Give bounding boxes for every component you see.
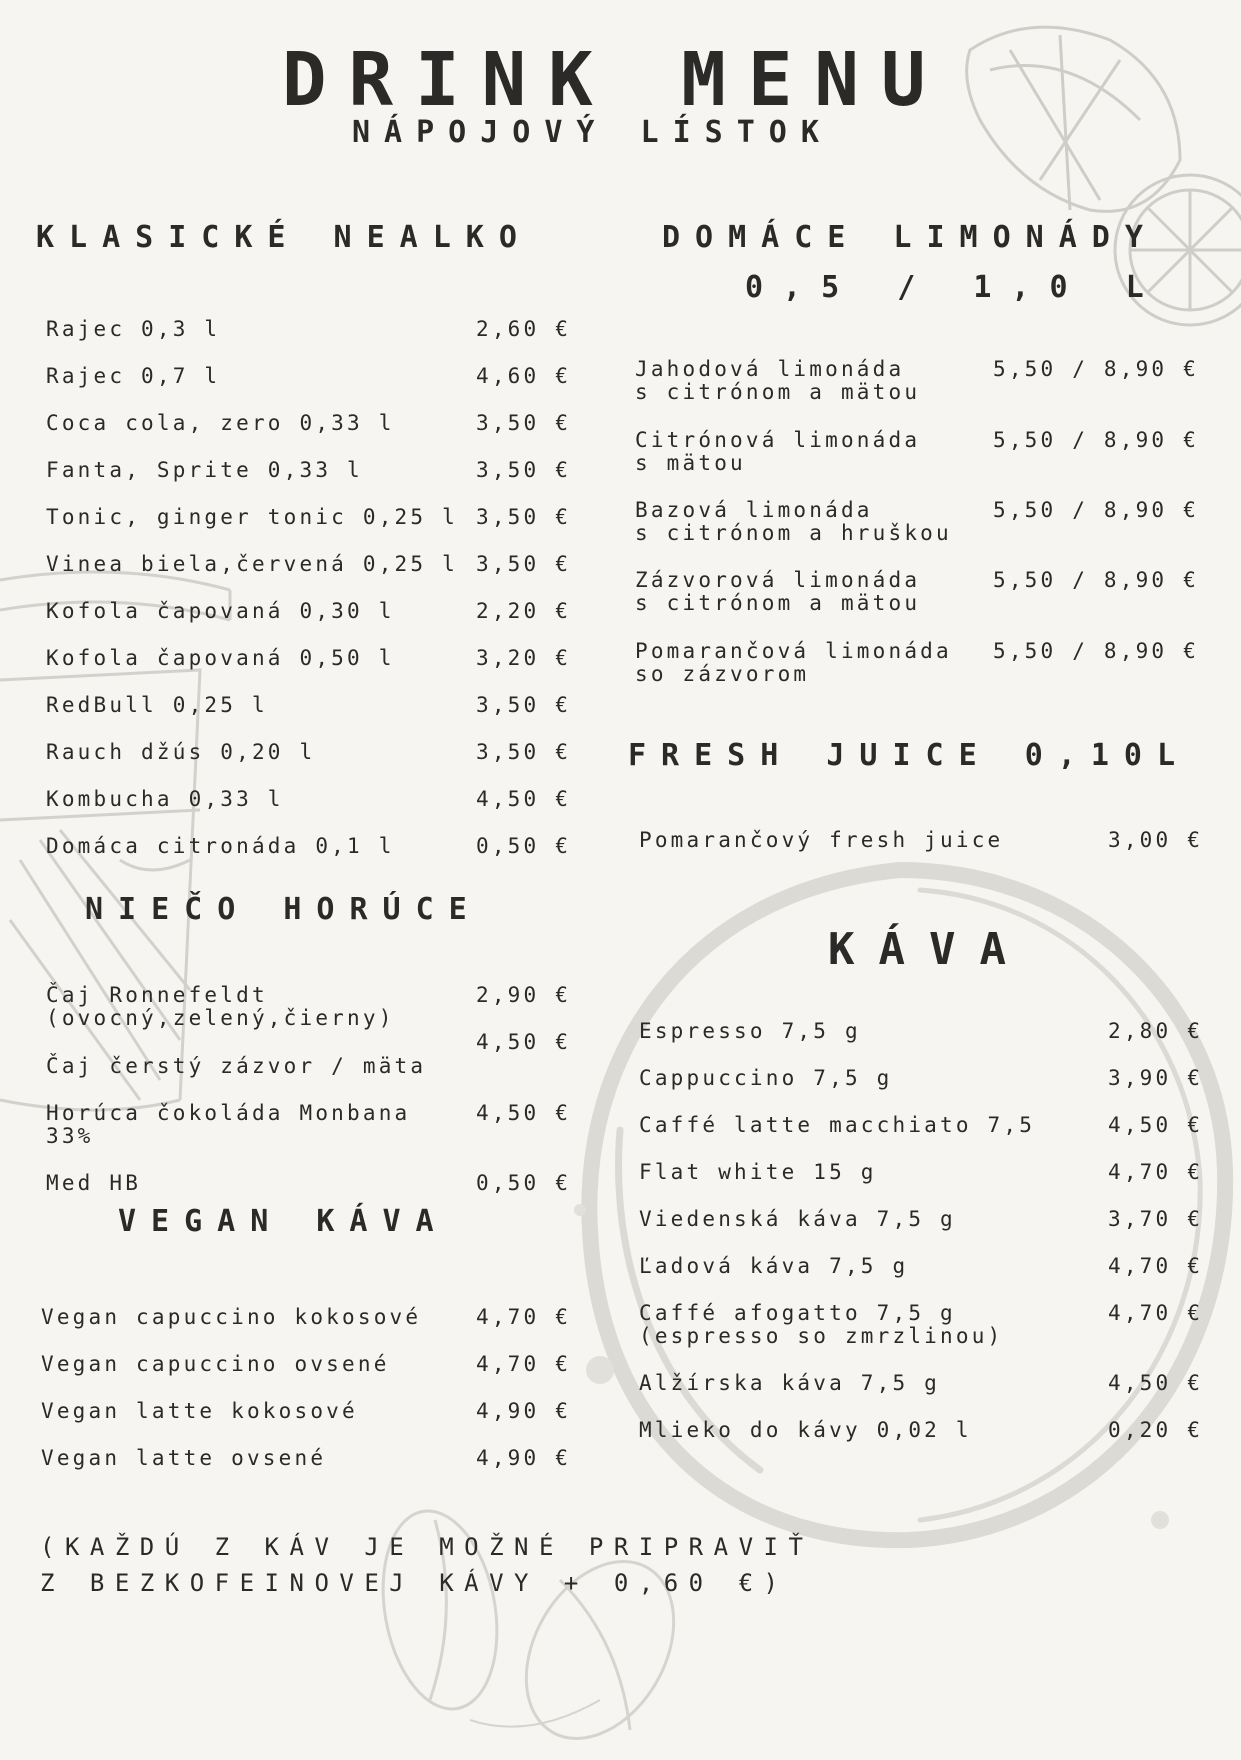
menu-item-price: 0,50 € bbox=[476, 834, 572, 858]
menu-item-price: 3,20 € bbox=[476, 646, 572, 670]
menu-item-name: Bazová limonáda s citrónom a hruškou bbox=[635, 498, 952, 545]
menu-item-price: 4,70 € bbox=[1108, 1301, 1204, 1325]
menu-item-price: 3,50 € bbox=[476, 505, 572, 529]
menu-item-name: Ľadová káva 7,5 g bbox=[639, 1254, 909, 1278]
menu-item-price: 4,70 € bbox=[1108, 1254, 1204, 1278]
menu-item-name: Citrónová limonáda s mätou bbox=[635, 428, 921, 475]
menu-item-name: Viedenská káva 7,5 g bbox=[639, 1207, 956, 1231]
menu-item-name: Pomarančový fresh juice bbox=[639, 828, 1004, 852]
menu-item-name: Kombucha 0,33 l bbox=[46, 787, 284, 811]
menu-item-price: 4,70 € bbox=[476, 1352, 572, 1376]
menu-item-price: 3,90 € bbox=[1108, 1066, 1204, 1090]
menu-item-name: Flat white 15 g bbox=[639, 1160, 877, 1184]
menu-item-name: Horúca čokoláda Monbana 33% bbox=[46, 1101, 411, 1148]
menu-item-price: 4,90 € bbox=[476, 1446, 572, 1470]
menu-item-name: Rauch džús 0,20 l bbox=[46, 740, 316, 764]
menu-item-price: 3,00 € bbox=[1108, 828, 1204, 852]
menu-item-price: 2,20 € bbox=[476, 599, 572, 623]
menu-item-name: Rajec 0,3 l bbox=[46, 317, 221, 341]
heading-vegan-kava: VEGAN KÁVA bbox=[118, 1204, 449, 1239]
menu-item-name: Coca cola, zero 0,33 l bbox=[46, 411, 395, 435]
menu-item-price: 4,50 € bbox=[1108, 1113, 1204, 1137]
menu-item-name: Vegan latte ovsené bbox=[41, 1446, 327, 1470]
page-subtitle: NÁPOJOVÝ LÍSTOK bbox=[352, 115, 833, 150]
menu-item-price: 3,50 € bbox=[476, 458, 572, 482]
menu-item-name: Fanta, Sprite 0,33 l bbox=[46, 458, 363, 482]
menu-item-price: 3,70 € bbox=[1108, 1207, 1204, 1231]
menu-item-price: 3,50 € bbox=[476, 411, 572, 435]
heading-klasicke-nealko: KLASICKÉ NEALKO bbox=[36, 220, 532, 255]
menu-item-name: Alžírska káva 7,5 g bbox=[639, 1371, 941, 1395]
menu-item-name: Kofola čapovaná 0,30 l bbox=[46, 599, 395, 623]
heading-limonady-volume: 0,5 / 1,0 L bbox=[745, 270, 1164, 305]
menu-item-price: 0,20 € bbox=[1108, 1418, 1204, 1442]
menu-item-price: 4,60 € bbox=[476, 364, 572, 388]
heading-kava: KÁVA bbox=[828, 924, 1030, 975]
menu-item-name: Vegan latte kokosové bbox=[41, 1399, 358, 1423]
menu-item-name: RedBull 0,25 l bbox=[46, 693, 268, 717]
menu-item-price: 5,50 / 8,90 € bbox=[993, 498, 1199, 522]
menu-item-price: 3,50 € bbox=[476, 552, 572, 576]
menu-item-price: 4,90 € bbox=[476, 1399, 572, 1423]
menu-item-name: Mlieko do kávy 0,02 l bbox=[639, 1418, 972, 1442]
page-title: DRINK MENU bbox=[282, 37, 948, 123]
menu-item-name: Cappuccino 7,5 g bbox=[639, 1066, 893, 1090]
menu-item-price: 3,50 € bbox=[476, 693, 572, 717]
menu-item-name: Čaj Ronnefeldt (ovocný,zelený,čierny) bbox=[46, 983, 395, 1030]
menu-item-price: 4,50 € bbox=[1108, 1371, 1204, 1395]
heading-nieco-horuce: NIEČO HORÚCE bbox=[85, 892, 482, 927]
menu-item-price: 5,50 / 8,90 € bbox=[993, 568, 1199, 592]
menu-item-price: 4,50 € bbox=[476, 1030, 572, 1054]
menu-item-name: Rajec 0,7 l bbox=[46, 364, 221, 388]
menu-item-name: Jahodová limonáda s citrónom a mätou bbox=[635, 357, 921, 404]
menu-item-price: 2,60 € bbox=[476, 317, 572, 341]
heading-domace-limonady: DOMÁCE LIMONÁDY bbox=[662, 220, 1158, 255]
menu-item-name: Caffé latte macchiato 7,5 bbox=[639, 1113, 1036, 1137]
menu-item-price: 5,50 / 8,90 € bbox=[993, 639, 1199, 663]
menu-item-name: Tonic, ginger tonic 0,25 l bbox=[46, 505, 458, 529]
menu-item-name: Med HB bbox=[46, 1171, 142, 1195]
menu-item-name: Espresso 7,5 g bbox=[639, 1019, 861, 1043]
menu-item-name: Kofola čapovaná 0,50 l bbox=[46, 646, 395, 670]
menu-item-name: Vinea biela,červená 0,25 l bbox=[46, 552, 458, 576]
menu-item-name: Vegan capuccino ovsené bbox=[41, 1352, 390, 1376]
menu-item-price: 5,50 / 8,90 € bbox=[993, 357, 1199, 381]
menu-item-price: 3,50 € bbox=[476, 740, 572, 764]
menu-item-price: 4,70 € bbox=[1108, 1160, 1204, 1184]
menu-item-name: Caffé afogatto 7,5 g (espresso so zmrzlinou) bbox=[639, 1301, 1004, 1348]
menu-item-price: 4,50 € bbox=[476, 1101, 572, 1125]
lemon-slice-icon bbox=[950, 10, 1241, 390]
menu-item-price: 4,70 € bbox=[476, 1305, 572, 1329]
menu-item-price: 2,80 € bbox=[1108, 1019, 1204, 1043]
menu-item-name: Čaj čerstý zázvor / mäta bbox=[46, 1054, 427, 1078]
menu-item-name: Domáca citronáda 0,1 l bbox=[46, 834, 395, 858]
menu-item-price: 2,90 € bbox=[476, 983, 572, 1007]
menu-item-price: 0,50 € bbox=[476, 1171, 572, 1195]
menu-item-name: Vegan capuccino kokosové bbox=[41, 1305, 422, 1329]
heading-fresh-juice: FRESH JUICE 0,10L bbox=[628, 738, 1191, 773]
decaf-note-line1: (KAŽDÚ Z KÁV JE MOŽNÉ PRIPRAVIŤ bbox=[40, 1533, 814, 1561]
menu-item-name: Zázvorová limonáda s citrónom a mätou bbox=[635, 568, 921, 615]
menu-item-price: 4,50 € bbox=[476, 787, 572, 811]
menu-item-price: 5,50 / 8,90 € bbox=[993, 428, 1199, 452]
decaf-note-line2: Z BEZKOFEINOVEJ KÁVY + 0,60 €) bbox=[40, 1569, 789, 1597]
menu-item-name: Pomarančová limonáda so zázvorom bbox=[635, 639, 952, 686]
